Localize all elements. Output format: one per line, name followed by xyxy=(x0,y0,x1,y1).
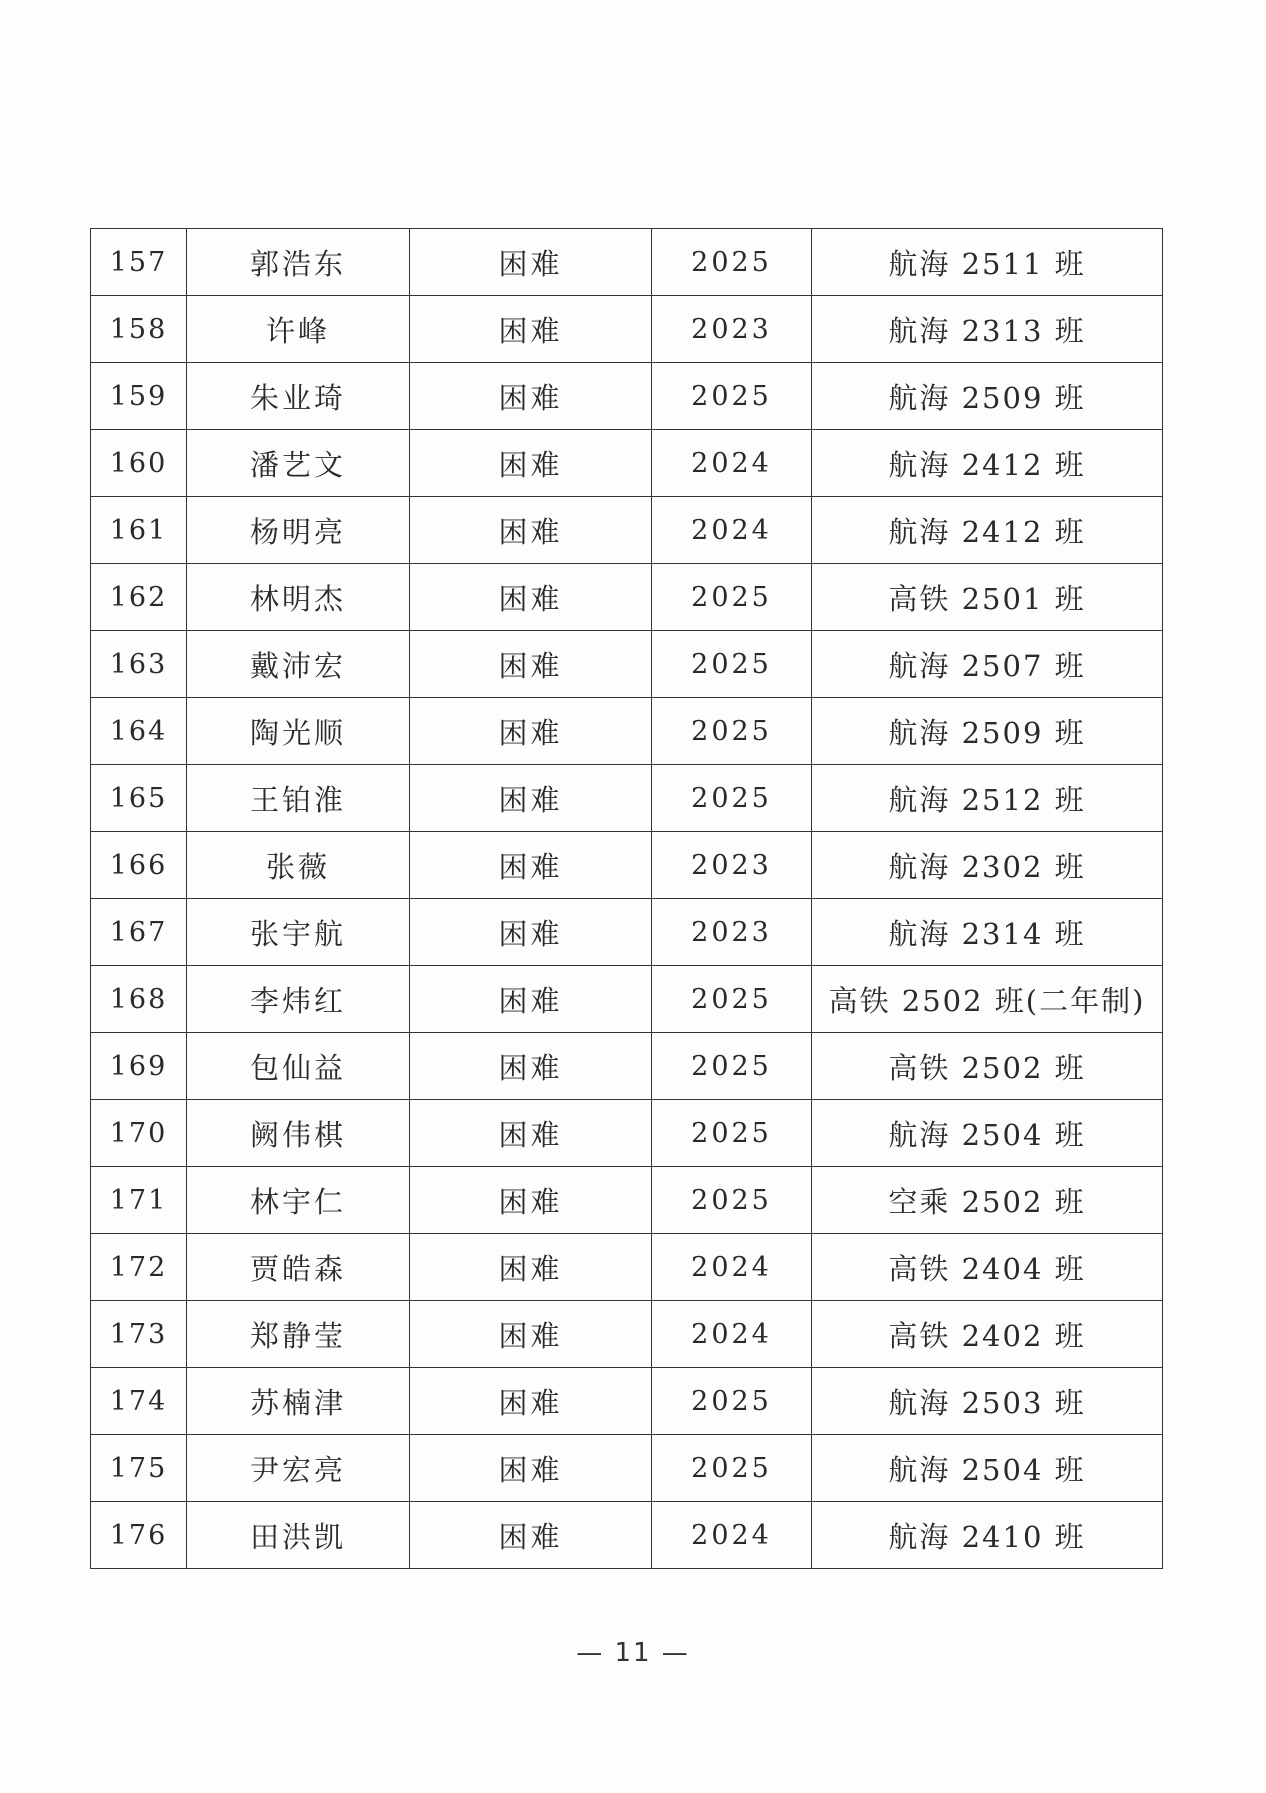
student-name: 尹宏亮 xyxy=(187,1435,410,1502)
student-name: 潘艺文 xyxy=(187,430,410,497)
row-number: 176 xyxy=(91,1502,187,1569)
row-number: 159 xyxy=(91,363,187,430)
enrollment-year: 2024 xyxy=(652,1502,812,1569)
enrollment-year: 2025 xyxy=(652,765,812,832)
enrollment-year: 2024 xyxy=(652,1234,812,1301)
class-name: 航海 2412 班 xyxy=(812,430,1163,497)
student-name: 田洪凯 xyxy=(187,1502,410,1569)
class-name: 航海 2412 班 xyxy=(812,497,1163,564)
aid-category: 困难 xyxy=(410,1435,652,1502)
class-name: 航海 2302 班 xyxy=(812,832,1163,899)
class-name: 航海 2509 班 xyxy=(812,698,1163,765)
row-number: 164 xyxy=(91,698,187,765)
row-number: 168 xyxy=(91,966,187,1033)
aid-category: 困难 xyxy=(410,1368,652,1435)
table-row xyxy=(91,1435,1163,1502)
table-row xyxy=(91,229,1163,296)
aid-category: 困难 xyxy=(410,832,652,899)
row-number: 166 xyxy=(91,832,187,899)
student-name: 陶光顺 xyxy=(187,698,410,765)
class-name: 高铁 2502 班 xyxy=(812,1033,1163,1100)
row-number: 175 xyxy=(91,1435,187,1502)
table-row xyxy=(91,698,1163,765)
aid-category: 困难 xyxy=(410,1502,652,1569)
student-name: 郑静莹 xyxy=(187,1301,410,1368)
student-name: 杨明亮 xyxy=(187,497,410,564)
table-row xyxy=(91,564,1163,631)
student-name: 林宇仁 xyxy=(187,1167,410,1234)
row-number: 171 xyxy=(91,1167,187,1234)
student-name: 许峰 xyxy=(187,296,410,363)
class-name: 航海 2509 班 xyxy=(812,363,1163,430)
class-name: 高铁 2501 班 xyxy=(812,564,1163,631)
enrollment-year: 2024 xyxy=(652,430,812,497)
row-number: 163 xyxy=(91,631,187,698)
student-name: 李炜红 xyxy=(187,966,410,1033)
class-name: 航海 2314 班 xyxy=(812,899,1163,966)
aid-category: 困难 xyxy=(410,1301,652,1368)
class-name: 航海 2503 班 xyxy=(812,1368,1163,1435)
enrollment-year: 2024 xyxy=(652,497,812,564)
aid-category: 困难 xyxy=(410,430,652,497)
enrollment-year: 2025 xyxy=(652,631,812,698)
table-row xyxy=(91,1033,1163,1100)
row-number: 162 xyxy=(91,564,187,631)
table-row xyxy=(91,1167,1163,1234)
table-row xyxy=(91,1502,1163,1569)
aid-category: 困难 xyxy=(410,698,652,765)
aid-category: 困难 xyxy=(410,1033,652,1100)
row-number: 158 xyxy=(91,296,187,363)
enrollment-year: 2025 xyxy=(652,1167,812,1234)
student-name: 包仙益 xyxy=(187,1033,410,1100)
enrollment-year: 2025 xyxy=(652,363,812,430)
table-row xyxy=(91,1234,1163,1301)
aid-category: 困难 xyxy=(410,497,652,564)
class-name: 航海 2511 班 xyxy=(812,229,1163,296)
row-number: 174 xyxy=(91,1368,187,1435)
enrollment-year: 2023 xyxy=(652,832,812,899)
student-name: 贾皓森 xyxy=(187,1234,410,1301)
class-name: 航海 2507 班 xyxy=(812,631,1163,698)
class-name: 航海 2512 班 xyxy=(812,765,1163,832)
aid-category: 困难 xyxy=(410,363,652,430)
student-name: 朱业琦 xyxy=(187,363,410,430)
row-number: 173 xyxy=(91,1301,187,1368)
aid-category: 困难 xyxy=(410,1234,652,1301)
class-name: 航海 2313 班 xyxy=(812,296,1163,363)
enrollment-year: 2025 xyxy=(652,1435,812,1502)
student-name: 郭浩东 xyxy=(187,229,410,296)
table-row xyxy=(91,631,1163,698)
student-name: 林明杰 xyxy=(187,564,410,631)
aid-category: 困难 xyxy=(410,296,652,363)
enrollment-year: 2025 xyxy=(652,229,812,296)
table-row xyxy=(91,1301,1163,1368)
student-name: 王铂淮 xyxy=(187,765,410,832)
aid-category: 困难 xyxy=(410,966,652,1033)
student-name: 苏楠津 xyxy=(187,1368,410,1435)
class-name: 高铁 2502 班(二年制) xyxy=(812,966,1163,1033)
table-row xyxy=(91,966,1163,1033)
class-name: 航海 2504 班 xyxy=(812,1100,1163,1167)
table-row xyxy=(91,1100,1163,1167)
table-row xyxy=(91,430,1163,497)
page-number: — 11 — xyxy=(576,1638,690,1668)
row-number: 161 xyxy=(91,497,187,564)
student-name: 张宇航 xyxy=(187,899,410,966)
table-row xyxy=(91,765,1163,832)
aid-category: 困难 xyxy=(410,765,652,832)
enrollment-year: 2024 xyxy=(652,1301,812,1368)
enrollment-year: 2025 xyxy=(652,698,812,765)
row-number: 167 xyxy=(91,899,187,966)
class-name: 高铁 2404 班 xyxy=(812,1234,1163,1301)
enrollment-year: 2025 xyxy=(652,1033,812,1100)
student-name: 戴沛宏 xyxy=(187,631,410,698)
aid-category: 困难 xyxy=(410,564,652,631)
enrollment-year: 2025 xyxy=(652,966,812,1033)
enrollment-year: 2025 xyxy=(652,564,812,631)
row-number: 170 xyxy=(91,1100,187,1167)
aid-category: 困难 xyxy=(410,1100,652,1167)
row-number: 169 xyxy=(91,1033,187,1100)
table-row xyxy=(91,363,1163,430)
table-row xyxy=(91,899,1163,966)
row-number: 165 xyxy=(91,765,187,832)
class-name: 高铁 2402 班 xyxy=(812,1301,1163,1368)
enrollment-year: 2023 xyxy=(652,899,812,966)
aid-category: 困难 xyxy=(410,1167,652,1234)
class-name: 航海 2410 班 xyxy=(812,1502,1163,1569)
enrollment-year: 2023 xyxy=(652,296,812,363)
table-row xyxy=(91,1368,1163,1435)
row-number: 160 xyxy=(91,430,187,497)
student-name: 阙伟棋 xyxy=(187,1100,410,1167)
enrollment-year: 2025 xyxy=(652,1368,812,1435)
student-name: 张薇 xyxy=(187,832,410,899)
aid-category: 困难 xyxy=(410,229,652,296)
table-row xyxy=(91,832,1163,899)
table-row xyxy=(91,497,1163,564)
class-name: 航海 2504 班 xyxy=(812,1435,1163,1502)
student-roster-table xyxy=(90,228,1163,1569)
row-number: 172 xyxy=(91,1234,187,1301)
aid-category: 困难 xyxy=(410,899,652,966)
table-row xyxy=(91,296,1163,363)
enrollment-year: 2025 xyxy=(652,1100,812,1167)
class-name: 空乘 2502 班 xyxy=(812,1167,1163,1234)
roster-body xyxy=(91,229,1163,1569)
aid-category: 困难 xyxy=(410,631,652,698)
row-number: 157 xyxy=(91,229,187,296)
